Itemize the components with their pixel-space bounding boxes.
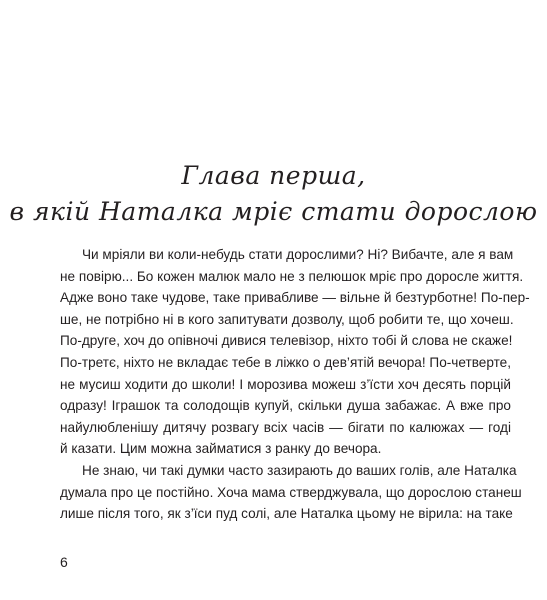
chapter-title-line-2: в якій Наталка мріє стати дорослою [9,197,538,226]
text-line: не мусиш ходити до школи! І морозива можеш з’їсти хоч десять порцій [60,376,511,392]
body-text [60,244,530,525]
text-line: найулюбленішу дитячу розвагу всіх часів — бігати по калюжах — годі [60,419,511,435]
text-line: Адже воно таке чудове, таке привабливе — вільне й безтурботне! По-пер- [60,290,530,306]
chapter-title [0,158,547,230]
chapter-title-line-1: Глава перша, [181,161,366,190]
text-line: й казати. Цим можна займатися з ранку до вечора. [60,441,382,457]
paragraph-1 [60,244,530,460]
paragraph-2 [60,460,522,525]
text-line: лише після того, як з’їси пуд солі, але Наталка цьому не вірила: на таке [60,506,513,522]
text-line: Не знаю, чи такі думки часто зазирають до ваших голів, але Наталка [82,462,517,478]
text-line: По-третє, ніхто не вкладає тебе в ліжко о дев’ятій вечора! По-четверте, [60,354,511,370]
text-line: ше, не потрібно ні в кого запитувати дозволу, щоб робити те, що хочеш. [60,311,514,327]
text-line: Чи мріяли ви коли-небудь стати дорослими? Ні? Вибачте, але я вам [82,247,514,262]
text-line: думала про це постійно. Хоча мама стверджувала, що дорослою станеш [60,484,522,500]
text-line: не повірю... Бо кожен малюк мало не з пелюшок мріє про доросле життя. [60,268,524,284]
page-number: 6 [60,554,68,570]
text-line: По-друге, хоч до опівночі дивися телевізор, ніхто тобі й слова не скаже! [60,333,513,349]
text-line: одразу! Іграшок та солодощів купуй, скільки душа забажає. А вже про [60,398,511,414]
